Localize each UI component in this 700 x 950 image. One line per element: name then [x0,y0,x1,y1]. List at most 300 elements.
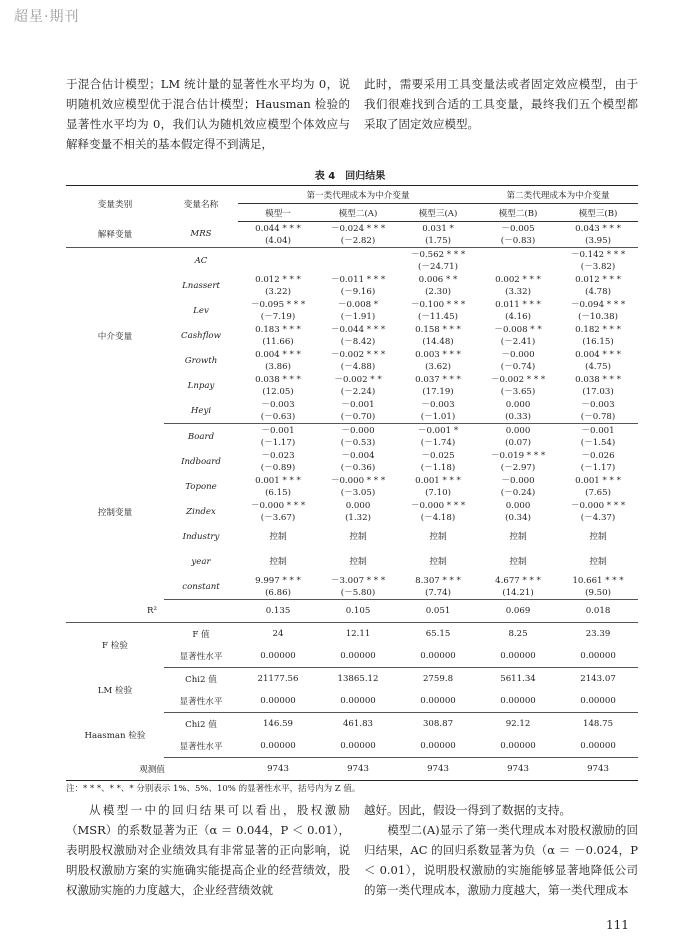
z-value: (17.19) [422,386,454,397]
z-value: (－2.97) [500,462,536,473]
z-value: (－0.63) [260,411,296,422]
table-row [66,713,638,736]
coefficient-value: 8.307 * * * [415,575,461,586]
coefficient-value: 0.012 * * * [575,274,621,285]
z-value: (4.75) [585,361,611,372]
z-value: (－0.89) [260,462,296,473]
statistic-name: Chi2 值 [185,720,217,730]
z-value: (4.04) [265,235,291,246]
coefficient-cell [318,574,398,600]
coefficient-cell [398,574,478,600]
coefficient-value: －0.002 * * [334,374,382,385]
coefficient-cell [318,449,398,474]
z-value: (－1.74) [420,437,456,448]
header-group-second: 第二类代理成本为中介变量 [478,186,638,204]
coefficient-cell [318,398,398,424]
test-label: Haasman 检验 [84,731,146,741]
r2-value: 0.069 [478,600,558,623]
coefficient-cell [478,248,558,274]
statistic-value: 23.39 [585,629,611,639]
coefficient-cell [478,373,558,398]
coefficient-value: 控制 [269,556,287,567]
coefficient-value: －0.001 [341,399,375,410]
header-model: 模型二(B) [478,204,558,222]
statistic-value: 5611.34 [500,674,536,684]
coefficient-cell [478,222,558,248]
variable-name: Industry [182,531,220,542]
variable-name: Indboard [181,456,221,467]
coefficient-value: 0.000 [505,500,531,511]
table-row [66,424,638,450]
coefficient-value: －0.011 * * * [330,274,386,285]
significance-value: 0.00000 [478,735,558,758]
z-value: (－2.82) [340,235,376,246]
coefficient-value: －0.008 * * [494,324,542,335]
coefficient-value: －0.094 * * * [570,299,626,310]
variable-name: Lnpay [187,380,215,391]
coefficient-value: －0.003 [421,399,455,410]
coefficient-value: 0.001 * * * [255,475,301,486]
coefficient-cell [238,298,318,323]
coefficient-value: －0.100 * * * [410,299,466,310]
z-value: (－0.53) [340,437,376,448]
coefficient-cell [478,348,558,373]
table-row [66,222,638,248]
coefficient-value: 0.037 * * * [415,374,461,385]
coefficient-cell [478,398,558,424]
coefficient-value: 控制 [509,556,527,567]
coefficient-cell [398,248,478,274]
coefficient-value: －0.001 [261,425,295,436]
observations-value: 9743 [478,758,558,781]
observations-value: 9743 [398,758,478,781]
test-label: LM 检验 [97,686,133,696]
coefficient-cell [398,499,478,524]
coefficient-value: 控制 [269,531,287,542]
coefficient-cell [478,574,558,600]
z-value: (－10.38) [578,311,618,322]
coefficient-value: －0.001 [581,425,615,436]
header-model: 模型三(A) [398,204,478,222]
coefficient-value: 控制 [429,556,447,567]
z-value: (－1.17) [580,462,616,473]
z-value: (0.34) [505,512,531,523]
significance-value: 0.00000 [558,690,638,713]
body-right-paragraph: 越好。因此，假设一得到了数据的支持。 模型二(A)显示了第一类代理成本对股权激励的回归结果，AC 的回归系数显著为负（α ＝ －0.024，P ＜ 0.01），说明股权激励的实施能够显著地降低公司的第一类代理成本，激励力度越大，第一类代理成本 [364,803,638,897]
coefficient-value: －0.000 [501,475,535,486]
coefficient-cell [558,323,638,348]
z-value: (3.22) [265,286,291,297]
coefficient-cell [318,298,398,323]
significance-value: 0.00000 [318,735,398,758]
significance-value: 0.00000 [558,735,638,758]
z-value: (－0.83) [500,235,536,246]
coefficient-value: －0.044 * * * [330,324,386,335]
coefficient-cell [558,222,638,248]
observations-label: 观测值 [66,758,238,781]
z-value: (－2.24) [340,386,376,397]
statistic-value: 13865.12 [337,674,379,684]
z-value: (－0.24) [500,487,536,498]
z-value: (14.48) [422,336,454,347]
coefficient-cell [478,549,558,574]
z-value: (2.30) [425,286,451,297]
z-value: (1.32) [345,512,371,523]
statistic-value: 92.12 [505,719,531,729]
z-value: (16.15) [582,336,614,347]
coefficient-cell [318,474,398,499]
regression-table [66,185,638,781]
coefficient-cell [398,424,478,450]
coefficient-cell [398,323,478,348]
variable-category: 解释变量 [66,222,164,248]
variable-name: MRS [164,222,238,248]
coefficient-value: 0.001 * * * [575,475,621,486]
r2-value: 0.018 [558,600,638,623]
significance-value: 0.00000 [318,645,398,668]
coefficient-cell [238,222,318,248]
coefficient-value: 0.183 * * * [255,324,301,335]
coefficient-value: －0.025 [421,450,455,461]
significance-name: 显著性水平 [164,645,238,668]
header-variable-name: 变量名称 [164,186,238,222]
significance-value: 0.00000 [398,735,478,758]
coefficient-value: 0.031 * [422,223,454,234]
r2-value: 0.135 [238,600,318,623]
coefficient-cell [238,424,318,450]
z-value: (4.78) [585,286,611,297]
coefficient-value: 0.038 * * * [255,374,301,385]
coefficient-cell [558,373,638,398]
z-value: (0.33) [505,411,531,422]
coefficient-value: 9.997 * * * [255,575,301,586]
z-value: (－1.18) [420,462,456,473]
observations-value: 9743 [318,758,398,781]
coefficient-cell [558,398,638,424]
variable-name: AC [194,255,208,266]
coefficient-cell [238,549,318,574]
significance-value: 0.00000 [238,645,318,668]
coefficient-cell [478,273,558,298]
coefficient-cell [558,298,638,323]
header-model: 模型一 [238,204,318,222]
coefficient-value: 0.006 * * [418,274,458,285]
z-value: (3.62) [425,361,451,372]
z-value: (－0.74) [500,361,536,372]
journal-logo: 超星·期刊 [14,9,80,25]
coefficient-value: 控制 [429,531,447,542]
statistic-name: F 值 [192,630,210,640]
variable-name: Lnassert [182,280,220,291]
coefficient-value: －0.002 * * * [330,349,386,360]
statistic-value: 21177.56 [257,674,299,684]
table-row [66,600,638,623]
coefficient-value: －0.005 [501,223,535,234]
coefficient-value: －0.562 * * * [410,249,466,260]
variable-category: 控制变量 [97,507,133,518]
coefficient-cell [558,449,638,474]
z-value: (－4.88) [340,361,376,372]
coefficient-cell [478,449,558,474]
z-value: (3.95) [585,235,611,246]
coefficient-cell [398,298,478,323]
statistic-value: 12.11 [345,629,371,639]
z-value: (－0.78) [580,411,616,422]
coefficient-cell [558,524,638,549]
coefficient-cell [238,373,318,398]
z-value: (6.86) [265,587,291,598]
statistic-value: 8.25 [508,629,528,639]
coefficient-cell [238,449,318,474]
coefficient-cell [478,298,558,323]
coefficient-value: －0.003 [261,399,295,410]
z-value: (12.05) [262,386,294,397]
coefficient-cell [558,348,638,373]
coefficient-cell [238,499,318,524]
coefficient-value: 0.182 * * * [575,324,621,335]
header-model: 模型三(B) [558,204,638,222]
coefficient-cell [558,574,638,600]
coefficient-cell [318,323,398,348]
z-value: (17.03) [582,386,614,397]
significance-value: 0.00000 [478,690,558,713]
coefficient-value: －3.007 * * * [330,575,386,586]
intro-right-paragraph: 此时，需要采用工具变量法或者固定效应模型，由于我们很难找到合适的工具变量，最终我们五个模型都采取了固定效应模型。 [364,77,638,131]
variable-name: Zindex [186,506,216,517]
coefficient-value: 0.011 * * * [495,299,541,310]
coefficient-value: 控制 [349,556,367,567]
coefficient-cell [318,499,398,524]
coefficient-cell [238,574,318,600]
coefficient-cell [398,524,478,549]
table-caption: 表 4 回归结果 [314,171,386,182]
coefficient-value: 0.004 * * * [255,349,301,360]
z-value: (－3.05) [340,487,376,498]
significance-name: 显著性水平 [164,690,238,713]
z-value: (－5.80) [340,587,376,598]
coefficient-cell [238,474,318,499]
variable-name: constant [164,574,238,600]
variable-name: Lev [193,305,209,316]
table-row [66,248,638,274]
z-value: (－2.41) [500,336,536,347]
coefficient-cell [238,524,318,549]
coefficient-value: 0.001 * * * [415,475,461,486]
coefficient-value: 0.000 [345,500,371,511]
coefficient-cell [398,474,478,499]
coefficient-cell [558,424,638,450]
coefficient-value: 0.012 * * * [255,274,301,285]
z-value: (6.15) [265,487,291,498]
significance-value: 0.00000 [398,690,478,713]
z-value: (－1.54) [580,437,616,448]
coefficient-cell [398,348,478,373]
coefficient-value: 0.002 * * * [495,274,541,285]
coefficient-value: －0.024 * * * [330,223,386,234]
variable-name: Topone [185,481,217,492]
coefficient-cell [318,222,398,248]
coefficient-cell [318,273,398,298]
coefficient-cell [318,549,398,574]
z-value: (－4.18) [420,512,456,523]
z-value: (－1.91) [340,311,376,322]
coefficient-value: －0.000 * * * [250,500,306,511]
z-value: (－4.37) [580,512,616,523]
variable-name: Cashflow [181,330,221,341]
coefficient-cell [558,474,638,499]
z-value: (0.07) [505,437,531,448]
z-value: (1.75) [425,235,451,246]
observations-value: 9743 [238,758,318,781]
coefficient-cell [478,524,558,549]
statistic-value: 148.75 [582,719,614,729]
coefficient-value: 0.158 * * * [415,324,461,335]
coefficient-value: －0.000 * * * [330,475,386,486]
statistic-name: Chi2 值 [185,675,217,685]
coefficient-cell [478,424,558,450]
header-category: 变量类别 [66,186,164,222]
z-value: (－1.17) [260,437,296,448]
z-value: (－11.45) [418,311,458,322]
coefficient-cell [318,424,398,450]
coefficient-cell [238,323,318,348]
coefficient-cell [398,273,478,298]
z-value: (14.21) [502,587,534,598]
coefficient-value: 4.677 * * * [495,575,541,586]
coefficient-cell [238,248,318,274]
coefficient-value: 10.661 * * * [572,575,624,586]
z-value: (－0.70) [340,411,376,422]
coefficient-cell [238,273,318,298]
coefficient-value: －0.000 [501,349,535,360]
z-value: (－3.65) [500,386,536,397]
coefficient-value: －0.008 * [337,299,379,310]
coefficient-cell [478,323,558,348]
coefficient-cell [398,449,478,474]
coefficient-value: －0.000 * * * [410,500,466,511]
coefficient-value: 0.044 * * * [255,223,301,234]
z-value: (－7.19) [260,311,296,322]
coefficient-value: －0.142 * * * [570,249,626,260]
z-value: (3.86) [265,361,291,372]
z-value: (－9.16) [340,286,376,297]
r2-label: R² [66,600,238,623]
z-value: (9.50) [585,587,611,598]
significance-value: 0.00000 [478,645,558,668]
variable-name: year [191,556,211,567]
coefficient-value: 控制 [509,531,527,542]
coefficient-value: 控制 [589,556,607,567]
significance-name: 显著性水平 [164,735,238,758]
z-value: (3.32) [505,286,531,297]
table-row [66,668,638,691]
coefficient-cell [398,222,478,248]
z-value: (7.74) [425,587,451,598]
z-value: (－0.36) [340,462,376,473]
significance-value: 0.00000 [398,645,478,668]
coefficient-value: －0.001 * [417,425,459,436]
coefficient-cell [238,348,318,373]
coefficient-cell [558,499,638,524]
coefficient-value: 0.000 [505,425,531,436]
coefficient-value: 控制 [589,531,607,542]
statistic-value: 65.15 [425,629,451,639]
coefficient-value: －0.095 * * * [250,299,306,310]
z-value: (－1.01) [420,411,456,422]
coefficient-cell [398,549,478,574]
statistic-value: 308.87 [422,719,454,729]
statistic-value: 24 [272,629,284,639]
header-group-first: 第一类代理成本为中介变量 [238,186,478,204]
coefficient-cell [318,373,398,398]
coefficient-value: 控制 [349,531,367,542]
significance-value: 0.00000 [318,690,398,713]
statistic-value: 146.59 [262,719,294,729]
table-body [66,222,638,781]
z-value: (7.65) [585,487,611,498]
coefficient-value: －0.023 [261,450,295,461]
r2-value: 0.051 [398,600,478,623]
coefficient-value: 0.004 * * * [575,349,621,360]
coefficient-value: 0.043 * * * [575,223,621,234]
coefficient-cell [318,524,398,549]
significance-value: 0.00000 [238,690,318,713]
coefficient-cell [478,474,558,499]
coefficient-cell [318,248,398,274]
coefficient-cell [478,499,558,524]
observations-value: 9743 [558,758,638,781]
z-value: (－3.82) [580,261,616,272]
coefficient-cell [238,398,318,424]
variable-category: 中介变量 [97,331,133,342]
z-value: (－24.71) [418,261,458,272]
coefficient-value: －0.000 * * * [570,500,626,511]
coefficient-value: 0.038 * * * [575,374,621,385]
significance-value: 0.00000 [558,645,638,668]
coefficient-cell [558,273,638,298]
statistic-value: 2759.8 [422,674,454,684]
coefficient-cell [558,549,638,574]
test-label: F 检验 [102,641,128,652]
variable-name: Board [187,431,215,442]
coefficient-value: －0.026 [581,450,615,461]
significance-value: 0.00000 [238,735,318,758]
intro-left-paragraph: 于混合估计模型；LM 统计量的显著性水平均为 0，说明随机效应模型优于混合估计模型；Hausman 检验的显著性水平均为 0，我们认为随机效应模型个体效应与解释变量不相关的基本假定得不到满足， [66,77,350,151]
body-left-paragraph: 从模型一中的回归结果可以看出，股权激励（MSR）的系数显著为正（α ＝ 0.044，P ＜ 0.01），表明股权激励对企业绩效具有非常显著的正向影响，说明股权激励方案的实施确实能提高企业的经营绩效，股权激励实施的力度越大，企业经营绩效就 [66,803,350,897]
z-value: (4.16) [505,311,531,322]
coefficient-value: －0.003 [581,399,615,410]
z-value: (11.66) [262,336,294,347]
r2-value: 0.105 [318,600,398,623]
statistic-value: 2143.07 [580,674,616,684]
coefficient-value: －0.019 * * * [490,450,546,461]
coefficient-cell [558,248,638,274]
coefficient-value: －0.000 [341,425,375,436]
coefficient-cell [398,373,478,398]
coefficient-value: 0.000 [505,399,531,410]
table-note: 注：* * *、* *、* 分别表示 1%、5%、10% 的显著性水平，括号内为 Z 值。 [66,784,361,794]
variable-name: Growth [184,355,218,366]
header-model: 模型二(A) [318,204,398,222]
z-value: (7.10) [425,487,451,498]
statistic-value: 461.83 [342,719,374,729]
page-number: 111 [606,918,629,932]
table-row [66,758,638,781]
coefficient-cell [398,398,478,424]
coefficient-value: 0.003 * * * [415,349,461,360]
table-row [66,623,638,646]
coefficient-value: －0.002 * * * [490,374,546,385]
